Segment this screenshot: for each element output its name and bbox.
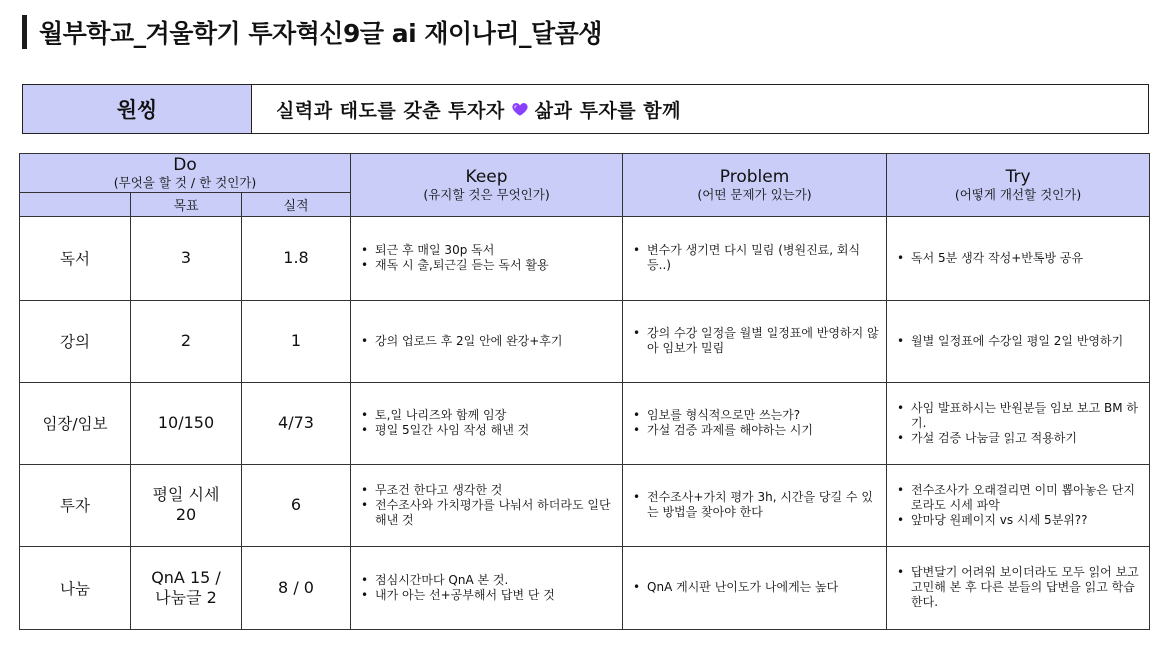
list-item: • 전수조사+가치 평가 3h, 시간을 당길 수 있는 방법을 찾아야 한다 [647,490,880,520]
category-cell: 강의 [20,300,131,382]
list-item: • 변수가 생기면 다시 밀림 (병원진료, 회식 등..) [647,243,880,273]
do-header-subtitle: (무엇을 할 것 / 한 것인가) [113,175,257,191]
list-item: • 무조건 한다고 생각한 것 [375,483,616,498]
do-header-title: Do [173,155,197,176]
actual-cell: 1.8 [242,216,351,300]
table-row [20,464,1150,546]
goal-cell: 10/150 [131,382,242,464]
list-item: • 앞마당 원페이지 vs 시세 5분위?? [911,513,1143,528]
list-item: • QnA 게시판 난이도가 나에게는 높다 [647,580,880,595]
one-thing-label: 원씽 [23,85,252,133]
list-item: • 월별 일정표에 수강일 평일 2일 반영하기 [911,334,1143,349]
category-cell: 나눔 [20,546,131,629]
actual-header: 실적 [242,193,351,216]
keep-header [351,154,623,217]
page-title: 월부학교_겨울학기 투자혁신9글 ai 재이나리_달콤생 [39,19,602,48]
problem-cell [623,464,887,546]
problem-cell [623,300,887,382]
problem-header-title: Problem [719,166,790,187]
list-item: • 평일 5일간 사임 작성 해낸 것 [375,423,616,438]
problem-cell [623,382,887,464]
list-item: • 퇴근 후 매일 30p 독서 [375,243,616,258]
keep-cell [351,546,623,629]
table-row [20,300,1150,382]
do-header [20,154,351,193]
list-item: • 토,일 나리즈와 함께 임장 [375,408,616,423]
list-item: • 독서 5분 생각 작성+반톡방 공유 [911,251,1143,266]
table-row [20,216,1150,300]
try-header-title: Try [1005,166,1031,187]
actual-cell: 8 / 0 [242,546,351,629]
list-item: • 사임 발표하시는 반원분들 임보 보고 BM 하기. [911,401,1143,431]
actual-cell: 1 [242,300,351,382]
goal-cell: 2 [131,300,242,382]
list-item: • 가설 검증 과제를 해야하는 시기 [647,423,880,438]
keep-header-title: Keep [465,166,508,187]
do-category-header-blank [20,193,131,216]
problem-header-subtitle: (어떤 문제가 있는가) [697,186,812,202]
try-cell [887,216,1150,300]
list-item: • 전수조사와 가치평가를 나눠서 하더라도 일단 해낸 것 [375,498,616,528]
list-item: • 강의 수강 일정을 월별 일정표에 반영하지 않아 임보가 밀림 [647,326,880,356]
purple-heart-icon [511,100,529,118]
one-thing-text-after: 삶과 투자를 함께 [534,99,681,122]
one-thing-statement [252,85,1148,133]
goal-cell: QnA 15 / 나눔글 2 [131,546,242,629]
list-item: • 임보를 형식적으로만 쓰는가? [647,408,880,423]
list-item: • 재독 시 출,퇴근길 듣는 독서 활용 [375,258,616,273]
try-cell [887,464,1150,546]
list-item: • 점심시간마다 QnA 본 것. [375,573,616,588]
keep-cell [351,464,623,546]
try-header [887,154,1150,217]
try-header-subtitle: (어떻게 개선할 것인가) [954,186,1082,202]
actual-cell: 4/73 [242,382,351,464]
table-row [20,382,1150,464]
keep-cell [351,382,623,464]
list-item: • 답변달기 어려워 보이더라도 모두 읽어 보고 고민해 본 후 다른 분들의 답변을 읽고 학습한다. [911,565,1143,610]
problem-cell [623,546,887,629]
keep-cell [351,216,623,300]
table-row [20,546,1150,629]
try-cell [887,300,1150,382]
list-item: • 전수조사가 오래걸리면 이미 뽑아놓은 단지로라도 시세 파악 [911,483,1143,513]
goal-cell: 3 [131,216,242,300]
one-thing-box [22,84,1149,134]
goal-cell: 평일 시세 20 [131,464,242,546]
list-item: • 강의 업로드 후 2일 안에 완강+후기 [375,334,616,349]
list-item: • 내가 아는 선+공부해서 답변 단 것 [375,588,616,603]
title-accent-bar [22,15,27,49]
actual-cell: 6 [242,464,351,546]
problem-cell [623,216,887,300]
title-bar [22,14,602,50]
try-cell [887,546,1150,629]
keep-header-subtitle: (유지할 것은 무엇인가) [423,186,550,202]
category-cell: 독서 [20,216,131,300]
kpt-table [19,153,1150,630]
goal-header: 목표 [131,193,242,216]
problem-header [623,154,887,217]
category-cell: 임장/임보 [20,382,131,464]
one-thing-text-before: 실력과 태도를 갖춘 투자자 [276,99,505,122]
category-cell: 투자 [20,464,131,546]
keep-cell [351,300,623,382]
list-item: • 가설 검증 나눔글 읽고 적용하기 [911,431,1143,446]
try-cell [887,382,1150,464]
